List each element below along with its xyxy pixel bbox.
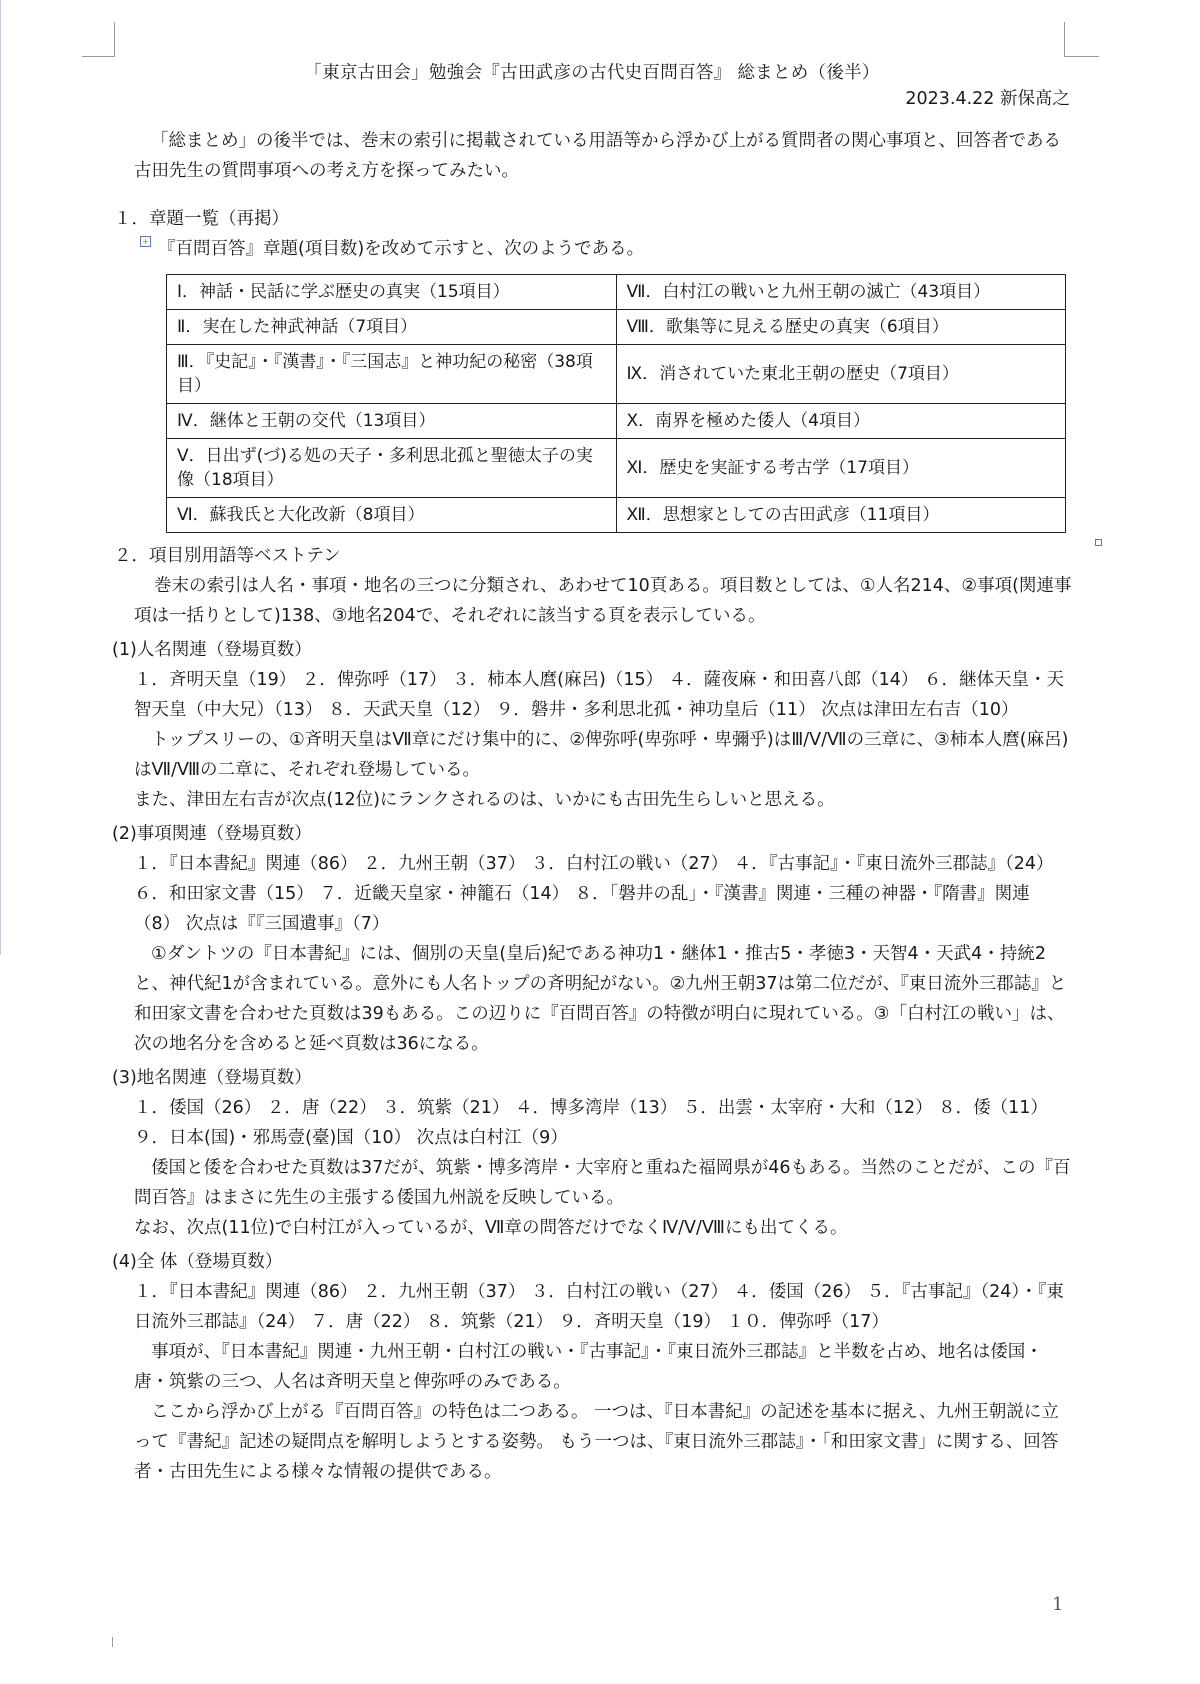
sub2-list: １．『日本書紀』関連（86） ２．九州王朝（37） ３．白村江の戦い（27） ４．『古事記』・『東日流外三郡誌』（24） ６．和田家文書（15） ７．近畿天皇家・神籠石（14） ８．「磐井の乱」・『漢書』関連・三種の神器・『隋書』関連（8） 次点は『『三国遺事』（7） bbox=[134, 854, 1054, 934]
sub1-note2: また、津田左右吉が次点(12位)にランクされるのは、いかにも古田先生らしいと思える。 bbox=[134, 790, 835, 810]
chapter-table-cell: Ⅱ．実在した神武神話（7項目） bbox=[167, 310, 617, 345]
chapter-table bbox=[166, 274, 1066, 533]
section2-heading: ２．項目別用語等ベストテン bbox=[114, 546, 341, 566]
crop-mark-bottom-left bbox=[112, 1637, 113, 1647]
chapter-table-cell: Ⅶ．白村江の戦いと九州王朝の滅亡（43項目） bbox=[616, 275, 1066, 310]
chapter-table-row bbox=[167, 310, 1066, 345]
intro-paragraph: 「総まとめ」の後半では、巻末の索引に掲載されている用語等から浮かび上がる質問者の関心事項と、回答者である古田先生の質問事項への考え方を探ってみたい。 bbox=[134, 131, 1061, 181]
section1-heading: １．章題一覧（再掲） bbox=[114, 209, 289, 229]
chapter-table-cell: Ⅰ．神話・民話に学ぶ歴史の真実（15項目） bbox=[167, 275, 617, 310]
sub3-list: １．倭国（26） ２．唐（22） ３．筑紫（21） ４．博多湾岸（13） ５．出雲・太宰府・大和（12） ８．倭（11） ９．日本(国)・邪馬壹(臺)国（10） 次点は白村江（9） bbox=[134, 1098, 1048, 1148]
sub4-list: １．『日本書紀』関連（86） ２．九州王朝（37） ３．白村江の戦い（27） ４．倭国（26） ５．『古事記』（24）・『東日流外三郡誌』（24） ７．唐（22） ８．筑紫（21） ９．斉明天皇（19） １０．俾弥呼（17） bbox=[134, 1282, 1064, 1332]
chapter-table-cell: Ⅺ．歴史を実証する考古学（17項目） bbox=[616, 439, 1066, 498]
page-number: 1 bbox=[1052, 1594, 1064, 1615]
chapter-table-row bbox=[167, 404, 1066, 439]
section2-lead: 巻末の索引は人名・事項・地名の三つに分類され、あわせて10頁ある。項目数としては、①人名214、②事項(関連事項は一括りとして)138、③地名204で、それぞれに該当する頁を表示している。 bbox=[134, 576, 1072, 626]
chapter-table-row bbox=[167, 498, 1066, 533]
sub3-note2: なお、次点(11位)で白村江が入っているが、Ⅶ章の問答だけでなくⅣ/Ⅴ/Ⅷにも出てくる。 bbox=[134, 1218, 848, 1238]
chapter-table-cell: Ⅵ．蘇我氏と大化改新（8項目） bbox=[167, 498, 617, 533]
sub1-heading: (1)人名関連（登場頁数） bbox=[112, 640, 312, 660]
chapter-table-cell: Ⅳ．継体と王朝の交代（13項目） bbox=[167, 404, 617, 439]
chapter-table-row bbox=[167, 275, 1066, 310]
table-resize-handle[interactable] bbox=[1095, 539, 1102, 546]
page-edge-line bbox=[0, 0, 1, 955]
sub4-note1: 事項が、『日本書紀』関連・九州王朝・白村江の戦い・『古事記』・『東日流外三郡誌』と半数を占め、地名は倭国・唐・筑紫の三つ、人名は斉明天皇と俾弥呼のみである。 bbox=[134, 1342, 1043, 1392]
chapter-table-cell: Ⅴ．日出ず(づ)る処の天子・多利思北孤と聖徳太子の実像（18項目） bbox=[167, 439, 617, 498]
chapter-table-cell: Ⅻ．思想家としての古田武彦（11項目） bbox=[616, 498, 1066, 533]
sub3-heading: (3)地名関連（登場頁数） bbox=[112, 1068, 312, 1088]
chapter-table-cell: Ⅷ．歌集等に見える歴史の真実（6項目） bbox=[616, 310, 1066, 345]
table-move-anchor-icon[interactable]: + bbox=[140, 236, 151, 247]
sub4-heading: (4)全 体（登場頁数） bbox=[112, 1252, 283, 1272]
chapter-table-cell: Ⅸ．消されていた東北王朝の歴史（7項目） bbox=[616, 345, 1066, 404]
crop-mark-top-left bbox=[82, 22, 115, 57]
sub2-note1: ①ダントツの『日本書紀』には、個別の天皇(皇后)紀である神功1・継体1・推古5・孝徳3・天智4・天武4・持統2と、神代紀1が含まれている。意外にも人名トップの斉明紀がない。②九州王朝37は第二位だが、『東日流外三郡誌』と和田家文書を合わせた頁数は39もある。この辺りに『百問百答』の特徴が明白に現れている。③「白村江の戦い」は、次の地名分を含めると延べ頁数は36になる。 bbox=[134, 944, 1067, 1054]
sub1-note1: トップスリーの、①斉明天皇はⅦ章にだけ集中的に、②俾弥呼(卑弥呼・卑彌乎)はⅢ/Ⅴ/Ⅶの三章に、③柿本人麿(麻呂)はⅦ/Ⅷの二章に、それぞれ登場している。 bbox=[134, 730, 1069, 780]
document-page bbox=[112, 60, 1072, 1487]
document-date-author: 2023.4.22 新保髙之 bbox=[905, 89, 1070, 109]
sub2-heading: (2)事項関連（登場頁数） bbox=[112, 824, 312, 844]
chapter-table-row bbox=[167, 345, 1066, 404]
section1-lead: 『百問百答』章題(項目数)を改めて示すと、次のようである。 bbox=[158, 239, 645, 259]
chapter-table-row bbox=[167, 439, 1066, 498]
sub1-list: １．斉明天皇（19） ２．俾弥呼（17） ３．柿本人麿(麻呂)（15） ４．薩夜麻・和田喜八郎（14） ６．継体天皇・天智天皇（中大兄）（13） ８．天武天皇（12） ９．磐井・多利思北孤・神功皇后（11） 次点は津田左右吉（10） bbox=[134, 670, 1064, 720]
chapter-table-cell: Ⅲ．『史記』・『漢書』・『三国志』と神功紀の秘密（38項目） bbox=[167, 345, 617, 404]
chapter-table-cell: Ⅹ．南界を極めた倭人（4項目） bbox=[616, 404, 1066, 439]
crop-mark-top-right bbox=[1064, 22, 1099, 57]
document-title: 「東京古田会」勉強会『古田武彦の古代史百問百答』 総まとめ（後半） bbox=[304, 63, 880, 83]
sub4-note2: ここから浮かび上がる『百問百答』の特色は二つある。 一つは、『日本書紀』の記述を基本に据え、九州王朝説に立って『書紀』記述の疑問点を解明しようとする姿勢。 もう一つは、『東日流外三郡誌』・「和田家文書」に関する、回答者・古田先生による様々な情報の提供である。 bbox=[134, 1402, 1059, 1482]
sub3-note1: 倭国と倭を合わせた頁数は37だが、筑紫・博多湾岸・大宰府と重ねた福岡県が46もある。当然のことだが、この『百問百答』はまさに先生の主張する倭国九州説を反映している。 bbox=[134, 1158, 1071, 1208]
